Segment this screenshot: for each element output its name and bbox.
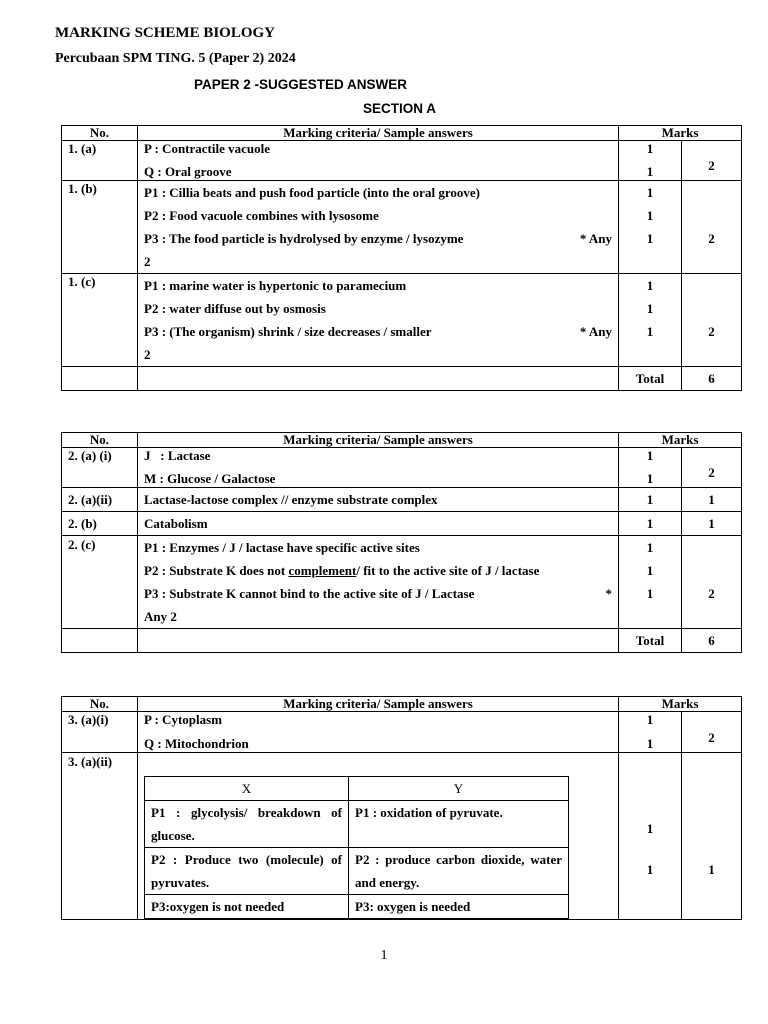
mark-cell: [619, 712, 682, 753]
mark-value: 1: [646, 324, 654, 339]
subtotal-cell: 2: [682, 274, 742, 367]
criteria-text: P3 : (The organism) shrink / size decreases / smaller: [144, 324, 432, 339]
mark-value: 1: [646, 164, 654, 179]
mark-value: 1: [646, 712, 654, 727]
criteria-line: P1 : Enzymes / J / lactase have specific active sites: [144, 540, 420, 555]
criteria-cell: [138, 274, 619, 367]
mark-value: 1: [646, 141, 654, 156]
subtotal-cell: 2: [682, 448, 742, 488]
table-row: [62, 448, 742, 488]
question-number: 2. (c): [62, 536, 138, 629]
criteria-line: P : Cytoplasm: [144, 712, 222, 727]
empty-cell: [62, 367, 138, 391]
comparison-cell-y: P2 : produce carbon dioxide, water and energy.: [349, 848, 569, 895]
subtotal-cell: 2: [682, 141, 742, 181]
subtotal-cell: [682, 753, 742, 920]
col-criteria-header: Marking criteria/ Sample answers: [138, 433, 619, 448]
criteria-line: M : Glucose / Galactose: [144, 471, 276, 486]
col-no-header: No.: [62, 697, 138, 712]
col-marks-header: Marks: [619, 433, 742, 448]
mark-value: 1: [646, 185, 654, 200]
comparison-cell-x: P1 : glycolysis/ breakdown of glucose.: [145, 801, 349, 848]
mark-cell: [619, 448, 682, 488]
table-row: [62, 181, 742, 274]
col-criteria-header: Marking criteria/ Sample answers: [138, 697, 619, 712]
table-header-row: [62, 433, 742, 448]
subtotal-value: 1: [708, 862, 715, 877]
table-row: [62, 274, 742, 367]
mark-value: 1: [619, 512, 682, 536]
mark-value: 1: [646, 540, 654, 555]
mark-cell: [619, 753, 682, 920]
question-1-table: [61, 125, 742, 391]
comparison-cell-x: P2 : Produce two (molecule) of pyruvates.: [145, 848, 349, 895]
criteria-cell: Catabolism: [138, 512, 619, 536]
criteria-cell: [138, 536, 619, 629]
comparison-header-row: [145, 777, 569, 801]
criteria-line: [144, 227, 612, 250]
mark-value: 1: [646, 278, 654, 293]
mark-value: 1: [646, 448, 654, 463]
comparison-cell-y: P1 : oxidation of pyruvate.: [349, 801, 569, 848]
criteria-line: P2 : Food vacuole combines with lysosome: [144, 208, 379, 223]
criteria-cell: Lactase-lactose complex // enzyme substrate complex: [138, 488, 619, 512]
total-value: 6: [682, 367, 742, 391]
question-number: 2. (a)(ii): [62, 488, 138, 512]
comparison-row: [145, 801, 569, 848]
comparison-row: [145, 848, 569, 895]
table-header-row: [62, 126, 742, 141]
criteria-line: Q : Mitochondrion: [144, 736, 249, 751]
criteria-line: P1 : Cillia beats and push food particle (into the oral groove): [144, 185, 480, 200]
subtotal-cell: 1: [682, 488, 742, 512]
any-note: *: [605, 586, 612, 601]
paper-heading: PAPER 2 -SUGGESTED ANSWER: [194, 77, 408, 92]
criteria-text: P2 : Substrate K does not: [144, 563, 289, 578]
criteria-cell: [138, 712, 619, 753]
criteria-text: P3 : Substrate K cannot bind to the active site of J / Lactase: [144, 586, 475, 601]
comparison-row: [145, 895, 569, 919]
section-heading: SECTION A: [363, 101, 437, 116]
page-number: 1: [380, 948, 388, 963]
document-subtitle: Percubaan SPM TING. 5 (Paper 2) 2024: [55, 51, 296, 66]
question-number: 2. (a) (i): [62, 448, 138, 488]
mark-value: 1: [646, 301, 654, 316]
criteria-cell: [138, 448, 619, 488]
table-row: [62, 536, 742, 629]
any-note: * Any: [579, 231, 612, 246]
question-number: 3. (a)(i): [62, 712, 138, 753]
col-marks-header: Marks: [619, 126, 742, 141]
table-row: [62, 753, 742, 920]
question-number: 1. (a): [62, 141, 138, 181]
criteria-line: Q : Oral groove: [144, 164, 232, 179]
criteria-cell: [138, 141, 619, 181]
empty-cell: [138, 629, 619, 653]
total-row: [62, 367, 742, 391]
criteria-line: [144, 559, 612, 582]
table-row: [62, 712, 742, 753]
any-note-wrap: 2: [144, 347, 151, 362]
total-label: Total: [619, 629, 682, 653]
mark-value: 1: [646, 563, 654, 578]
table-row: [62, 512, 742, 536]
empty-cell: [138, 367, 619, 391]
col-no-header: No.: [62, 126, 138, 141]
comparison-cell-x: P3:oxygen is not needed: [145, 895, 349, 919]
question-3-table: [61, 696, 742, 920]
criteria-text: / fit to the active site of J / lactase: [356, 563, 540, 578]
underlined-word: complement: [288, 563, 357, 578]
comparison-table: [144, 776, 569, 919]
empty-cell: [62, 629, 138, 653]
criteria-line: [144, 320, 612, 343]
question-2-table: [61, 432, 742, 653]
table-row: [62, 488, 742, 512]
criteria-cell: [138, 753, 619, 920]
mark-value: 1: [619, 488, 682, 512]
document-title: MARKING SCHEME BIOLOGY: [55, 25, 276, 41]
col-marks-header: Marks: [619, 697, 742, 712]
any-note-wrap: Any 2: [144, 609, 177, 624]
col-criteria-header: Marking criteria/ Sample answers: [138, 126, 619, 141]
mark-value: 1: [646, 471, 654, 486]
mark-cell: [619, 141, 682, 181]
subtotal-cell: 1: [682, 512, 742, 536]
mark-cell: [619, 274, 682, 367]
question-number: 2. (b): [62, 512, 138, 536]
criteria-cell: [138, 181, 619, 274]
table-row: [62, 141, 742, 181]
question-number: 1. (b): [62, 181, 138, 274]
mark-value: 1: [646, 208, 654, 223]
total-label: Total: [619, 367, 682, 391]
criteria-line: J : Lactase: [144, 448, 211, 463]
mark-value: 1: [646, 862, 654, 877]
col-no-header: No.: [62, 433, 138, 448]
mark-value: 1: [646, 821, 654, 836]
any-note-wrap: 2: [144, 254, 151, 269]
criteria-text: P3 : The food particle is hydrolysed by enzyme / lysozyme: [144, 231, 464, 246]
subtotal-cell: 2: [682, 536, 742, 629]
mark-value: 1: [646, 586, 654, 601]
any-note: * Any: [579, 324, 612, 339]
criteria-line: [144, 582, 612, 605]
total-row: [62, 629, 742, 653]
mark-value: 1: [646, 736, 654, 751]
question-number: 1. (c): [62, 274, 138, 367]
question-number: 3. (a)(ii): [62, 753, 138, 920]
criteria-line: P1 : marine water is hypertonic to paramecium: [144, 278, 407, 293]
mark-cell: [619, 536, 682, 629]
table-header-row: [62, 697, 742, 712]
total-value: 6: [682, 629, 742, 653]
mark-value: 1: [646, 231, 654, 246]
subtotal-cell: 2: [682, 181, 742, 274]
mark-cell: [619, 181, 682, 274]
subtotal-cell: 2: [682, 712, 742, 753]
criteria-line: P2 : water diffuse out by osmosis: [144, 301, 326, 316]
col-x-header: X: [145, 777, 349, 801]
criteria-line: P : Contractile vacuole: [144, 141, 270, 156]
comparison-cell-y: P3: oxygen is needed: [349, 895, 569, 919]
col-y-header: Y: [349, 777, 569, 801]
